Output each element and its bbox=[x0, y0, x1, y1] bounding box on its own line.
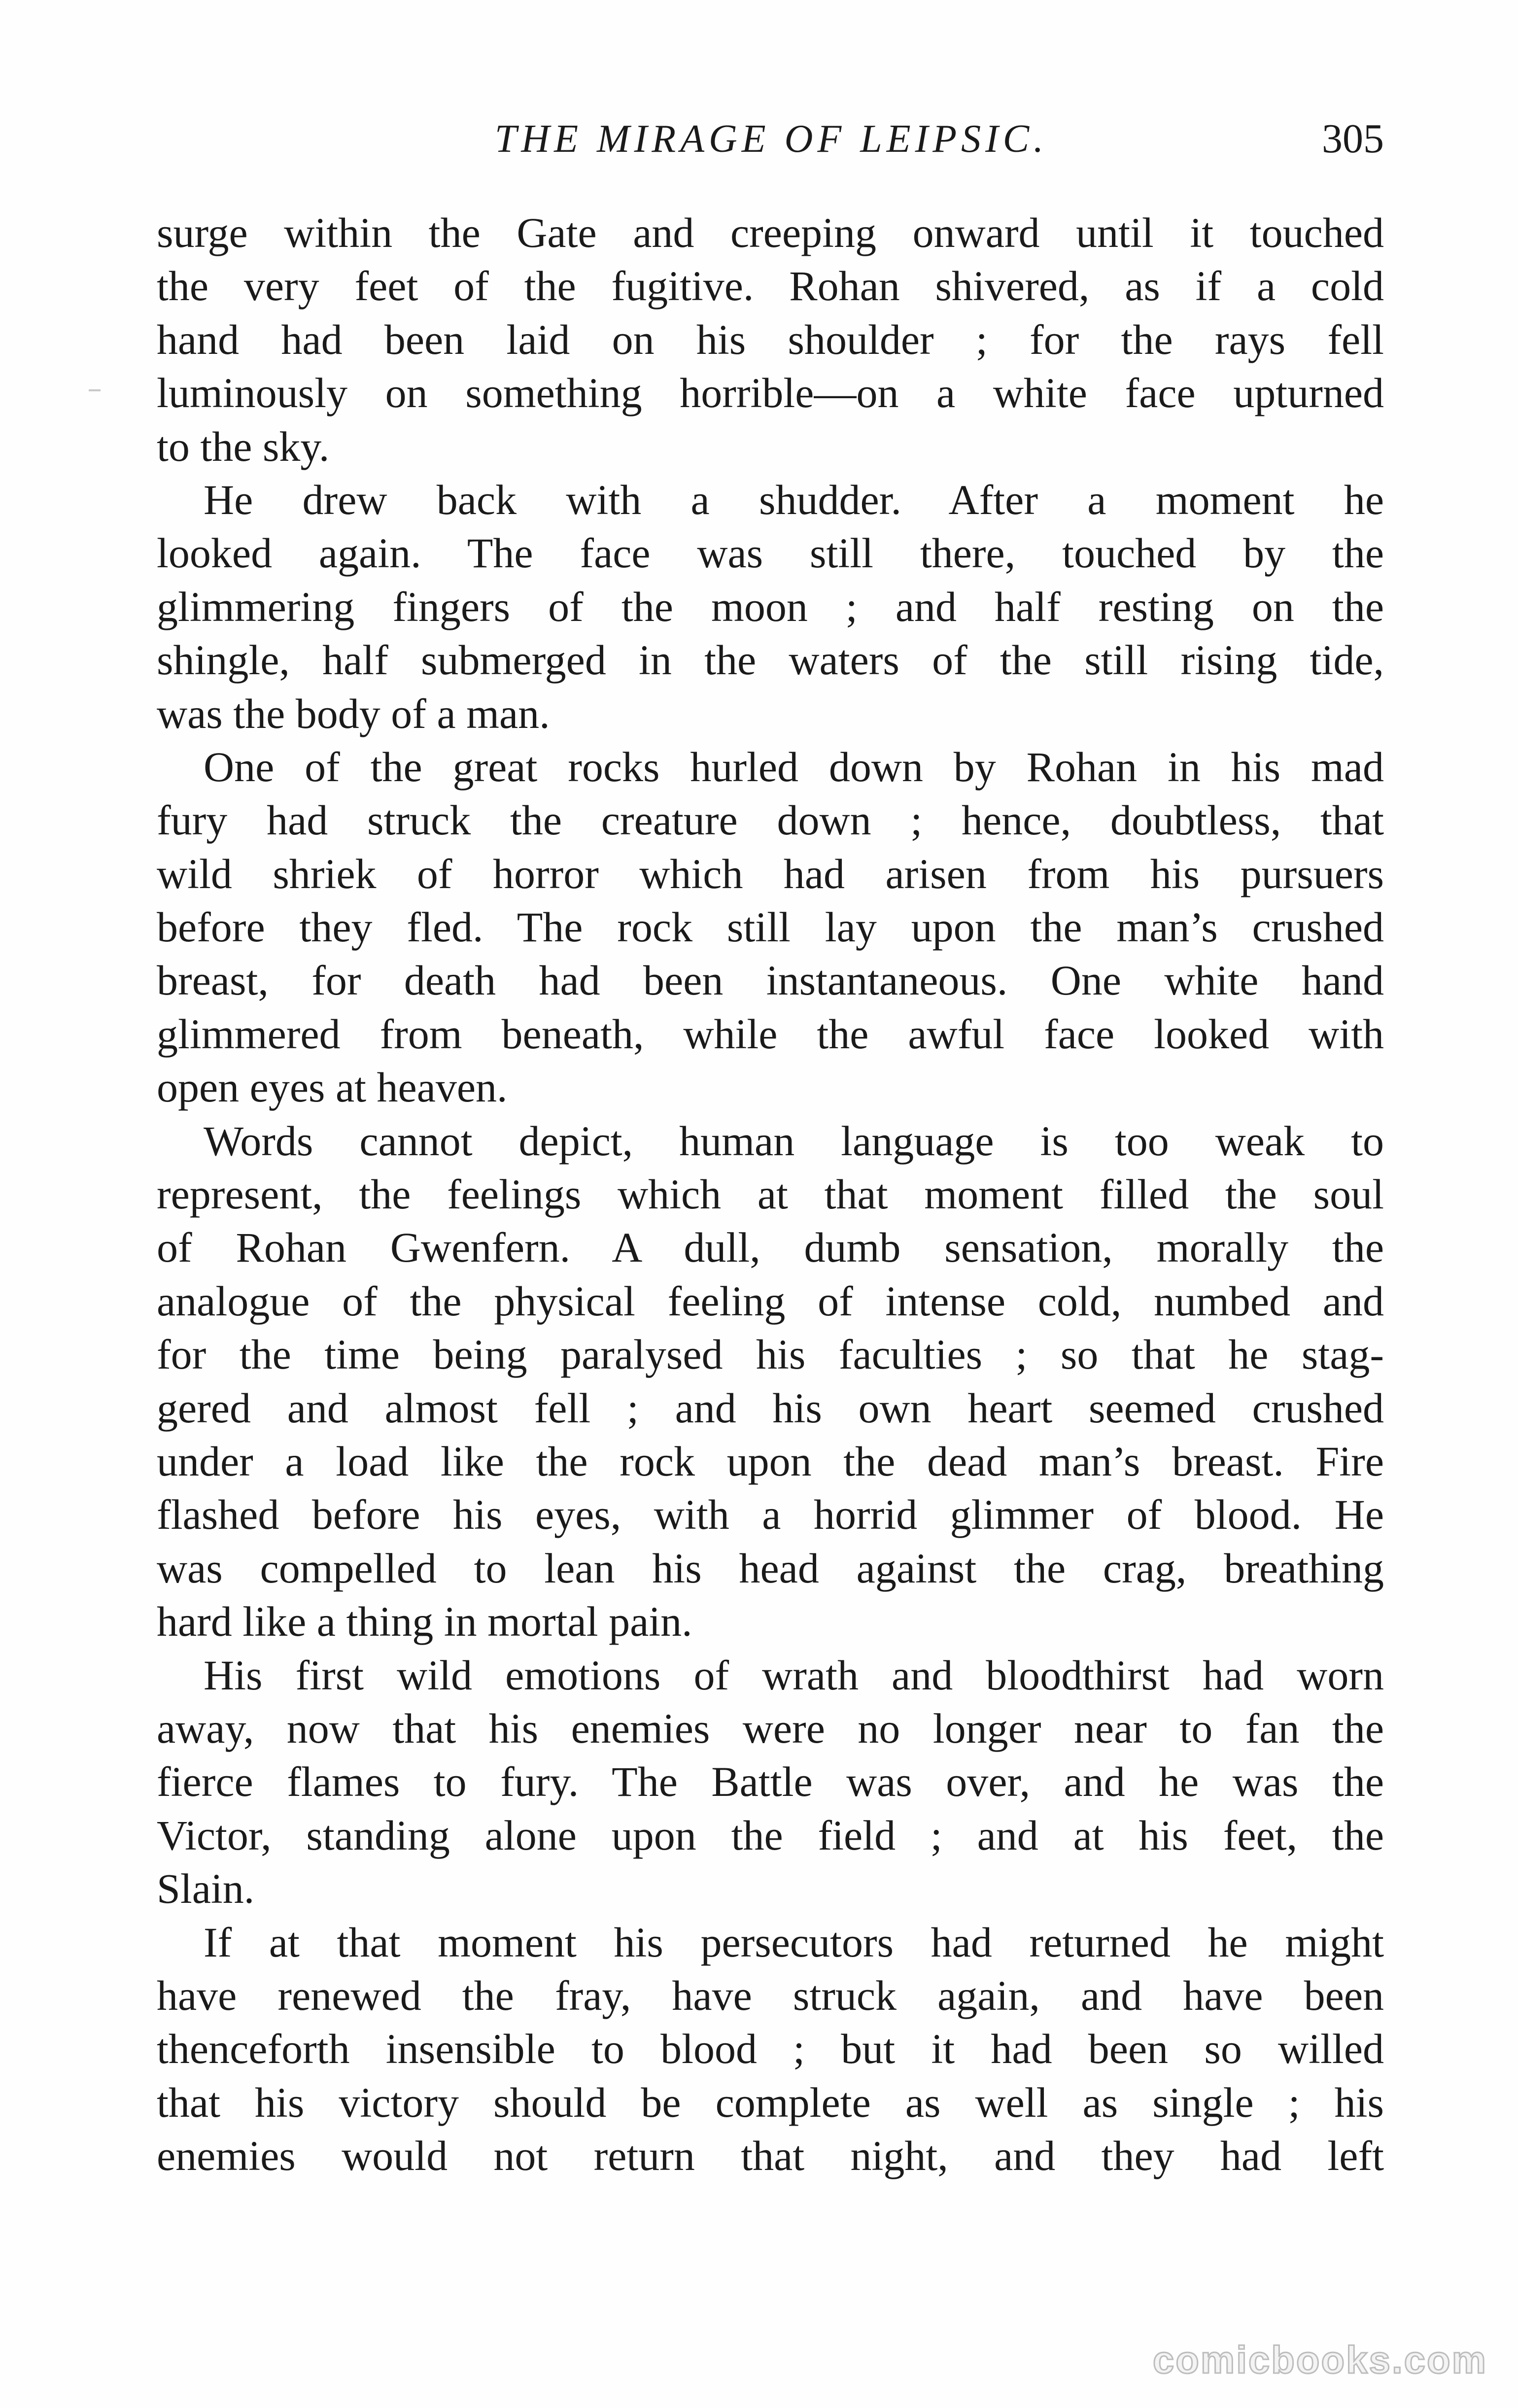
text-line: gered and almost fell ; and his own heart seemed crushed bbox=[157, 1384, 1384, 1432]
text-line: luminously on something horrible—on a white face upturned bbox=[157, 369, 1384, 417]
text-line: Slain. bbox=[157, 1865, 255, 1913]
text-line: He drew back with a shudder. After a moment he bbox=[204, 476, 1384, 523]
text-line: fierce flames to fury. The Battle was over, and he was the bbox=[157, 1758, 1384, 1806]
text-line: to the sky. bbox=[157, 422, 330, 470]
text-line: enemies would not return that night, and they had left bbox=[157, 2132, 1384, 2180]
text-line: the very feet of the fugitive. Rohan shivered, as if a cold bbox=[157, 262, 1384, 310]
text-line: One of the great rocks hurled down by Rohan in his mad bbox=[204, 743, 1384, 791]
text-line: looked again. The face was still there, touched by the bbox=[157, 529, 1384, 577]
text-line: fury had struck the creature down ; hence, doubtless, that bbox=[157, 796, 1384, 844]
text-line: analogue of the physical feeling of intense cold, numbed and bbox=[157, 1277, 1384, 1325]
text-line: under a load like the rock upon the dead man’s breast. Fire bbox=[157, 1437, 1384, 1485]
text-line: hand had been laid on his shoulder ; for the rays fell bbox=[157, 315, 1384, 363]
text-line: was compelled to lean his head against the crag, breathing bbox=[157, 1544, 1384, 1592]
text-line: flashed before his eyes, with a horrid glimmer of blood. He bbox=[157, 1491, 1384, 1539]
running-title: THE MIRAGE OF LEIPSIC. bbox=[494, 117, 1048, 161]
text-line: have renewed the fray, have struck again, and have been bbox=[157, 1971, 1384, 2019]
text-line: Victor, standing alone upon the field ; and at his feet, the bbox=[157, 1811, 1384, 1859]
text-line: thenceforth insensible to blood ; but it had been so willed bbox=[157, 2025, 1384, 2073]
text-line: breast, for death had been instantaneous. One white hand bbox=[157, 957, 1384, 1004]
page-number: 305 bbox=[1322, 116, 1384, 162]
text-line: Words cannot depict, human language is too weak to bbox=[204, 1117, 1384, 1165]
body-text bbox=[157, 206, 1384, 2182]
text-line: that his victory should be complete as well as single ; his bbox=[157, 2078, 1384, 2126]
text-line: of Rohan Gwenfern. A dull, dumb sensation, morally the bbox=[157, 1224, 1384, 1272]
text-line: glimmered from beneath, while the awful face looked with bbox=[157, 1010, 1384, 1058]
running-head bbox=[0, 109, 1518, 169]
text-line: shingle, half submerged in the waters of the still rising tide, bbox=[157, 636, 1384, 684]
margin-mark bbox=[89, 389, 101, 391]
text-line: away, now that his enemies were no longer near to fan the bbox=[157, 1704, 1384, 1752]
text-line: for the time being paralysed his faculties ; so that he stag- bbox=[157, 1331, 1384, 1378]
text-line: His first wild emotions of wrath and bloodthirst had worn bbox=[204, 1651, 1384, 1699]
text-line: If at that moment his persecutors had returned he might bbox=[204, 1918, 1384, 1966]
text-line: was the body of a man. bbox=[157, 689, 550, 737]
text-line: represent, the feelings which at that moment filled the soul bbox=[157, 1170, 1384, 1218]
text-line: before they fled. The rock still lay upon the man’s crushed bbox=[157, 903, 1384, 951]
text-line: glimmering fingers of the moon ; and half resting on the bbox=[157, 583, 1384, 630]
text-line: surge within the Gate and creeping onward until it touched bbox=[157, 209, 1384, 256]
watermark: comicbooks.com bbox=[1152, 2338, 1487, 2381]
text-line: open eyes at heaven. bbox=[157, 1064, 508, 1111]
text-line: wild shriek of horror which had arisen from his pursuers bbox=[157, 850, 1384, 897]
text-line: hard like a thing in mortal pain. bbox=[157, 1598, 692, 1646]
